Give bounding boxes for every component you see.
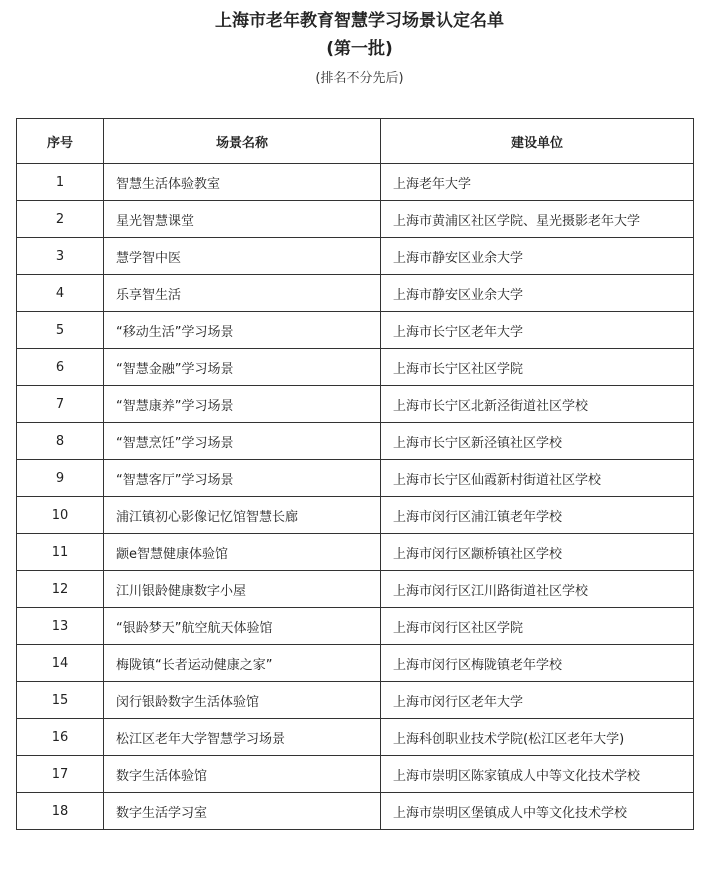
row-number: 2 <box>17 201 104 238</box>
row-number: 5 <box>17 312 104 349</box>
builder-unit-cell: 上海科创职业技术学院(松江区老年大学) <box>381 719 694 756</box>
builder-unit-cell: 上海市静安区业余大学 <box>381 238 694 275</box>
builder-unit-cell: 上海市长宁区新泾镇社区学校 <box>381 423 694 460</box>
scene-name-cell: 闵行银龄数字生活体验馆 <box>104 682 381 719</box>
scene-name-cell: 乐享智生活 <box>104 275 381 312</box>
row-number: 4 <box>17 275 104 312</box>
table-row <box>17 386 694 423</box>
table-row <box>17 460 694 497</box>
row-number: 14 <box>17 645 104 682</box>
builder-unit-cell: 上海市长宁区老年大学 <box>381 312 694 349</box>
row-number: 16 <box>17 719 104 756</box>
table-row <box>17 571 694 608</box>
scene-name-cell: 数字生活学习室 <box>104 793 381 830</box>
table-row <box>17 312 694 349</box>
scene-name-cell: “智慧金融”学习场景 <box>104 349 381 386</box>
row-number: 13 <box>17 608 104 645</box>
row-number: 12 <box>17 571 104 608</box>
table-row <box>17 275 694 312</box>
column-header-scene-name: 场景名称 <box>104 119 381 164</box>
builder-unit-cell: 上海市闵行区梅陇镇老年学校 <box>381 645 694 682</box>
row-number: 18 <box>17 793 104 830</box>
scene-name-cell: “银龄梦天”航空航天体验馆 <box>104 608 381 645</box>
document-title: 上海市老年教育智慧学习场景认定名单 <box>215 11 504 31</box>
builder-unit-cell: 上海市闵行区江川路街道社区学校 <box>381 571 694 608</box>
row-number: 3 <box>17 238 104 275</box>
document-subtitle: (第一批) <box>326 39 393 59</box>
builder-unit-cell: 上海市崇明区陈家镇成人中等文化技术学校 <box>381 756 694 793</box>
builder-unit-cell: 上海市闵行区颛桥镇社区学校 <box>381 534 694 571</box>
builder-unit-cell: 上海市闵行区老年大学 <box>381 682 694 719</box>
scene-name-cell: 梅陇镇“长者运动健康之家” <box>104 645 381 682</box>
scene-list-table <box>16 118 694 830</box>
table-row <box>17 608 694 645</box>
table-row <box>17 756 694 793</box>
row-number: 6 <box>17 349 104 386</box>
row-number: 10 <box>17 497 104 534</box>
builder-unit-cell: 上海市长宁区北新泾街道社区学校 <box>381 386 694 423</box>
table-row <box>17 164 694 201</box>
scene-name-cell: “智慧客厅”学习场景 <box>104 460 381 497</box>
row-number: 8 <box>17 423 104 460</box>
row-number: 7 <box>17 386 104 423</box>
builder-unit-cell: 上海老年大学 <box>381 164 694 201</box>
row-number: 11 <box>17 534 104 571</box>
builder-unit-cell: 上海市黄浦区社区学院、星光摄影老年大学 <box>381 201 694 238</box>
table-row <box>17 534 694 571</box>
scene-name-cell: 慧学智中医 <box>104 238 381 275</box>
table-row <box>17 682 694 719</box>
table-row <box>17 238 694 275</box>
scene-name-cell: 颛e智慧健康体验馆 <box>104 534 381 571</box>
row-number: 1 <box>17 164 104 201</box>
builder-unit-cell: 上海市闵行区浦江镇老年学校 <box>381 497 694 534</box>
builder-unit-cell: 上海市长宁区社区学院 <box>381 349 694 386</box>
scene-name-cell: “智慧烹饪”学习场景 <box>104 423 381 460</box>
scene-name-cell: 星光智慧课堂 <box>104 201 381 238</box>
scene-name-cell: 浦江镇初心影像记忆馆智慧长廊 <box>104 497 381 534</box>
builder-unit-cell: 上海市闵行区社区学院 <box>381 608 694 645</box>
table-row <box>17 719 694 756</box>
table-row <box>17 497 694 534</box>
column-header-number: 序号 <box>17 119 104 164</box>
ordering-note: (排名不分先后) <box>315 71 404 86</box>
scene-name-cell: 数字生活体验馆 <box>104 756 381 793</box>
table-row <box>17 793 694 830</box>
row-number: 9 <box>17 460 104 497</box>
table-row <box>17 349 694 386</box>
row-number: 17 <box>17 756 104 793</box>
row-number: 15 <box>17 682 104 719</box>
table-header-row <box>17 119 694 164</box>
builder-unit-cell: 上海市静安区业余大学 <box>381 275 694 312</box>
scene-name-cell: 智慧生活体验教室 <box>104 164 381 201</box>
column-header-builder-unit: 建设单位 <box>381 119 694 164</box>
table-row <box>17 201 694 238</box>
table-row <box>17 423 694 460</box>
scene-name-cell: 江川银龄健康数字小屋 <box>104 571 381 608</box>
table-row <box>17 645 694 682</box>
scene-name-cell: 松江区老年大学智慧学习场景 <box>104 719 381 756</box>
scene-name-cell: “移动生活”学习场景 <box>104 312 381 349</box>
scene-name-cell: “智慧康养”学习场景 <box>104 386 381 423</box>
builder-unit-cell: 上海市长宁区仙霞新村街道社区学校 <box>381 460 694 497</box>
table-body <box>17 164 694 830</box>
builder-unit-cell: 上海市崇明区堡镇成人中等文化技术学校 <box>381 793 694 830</box>
